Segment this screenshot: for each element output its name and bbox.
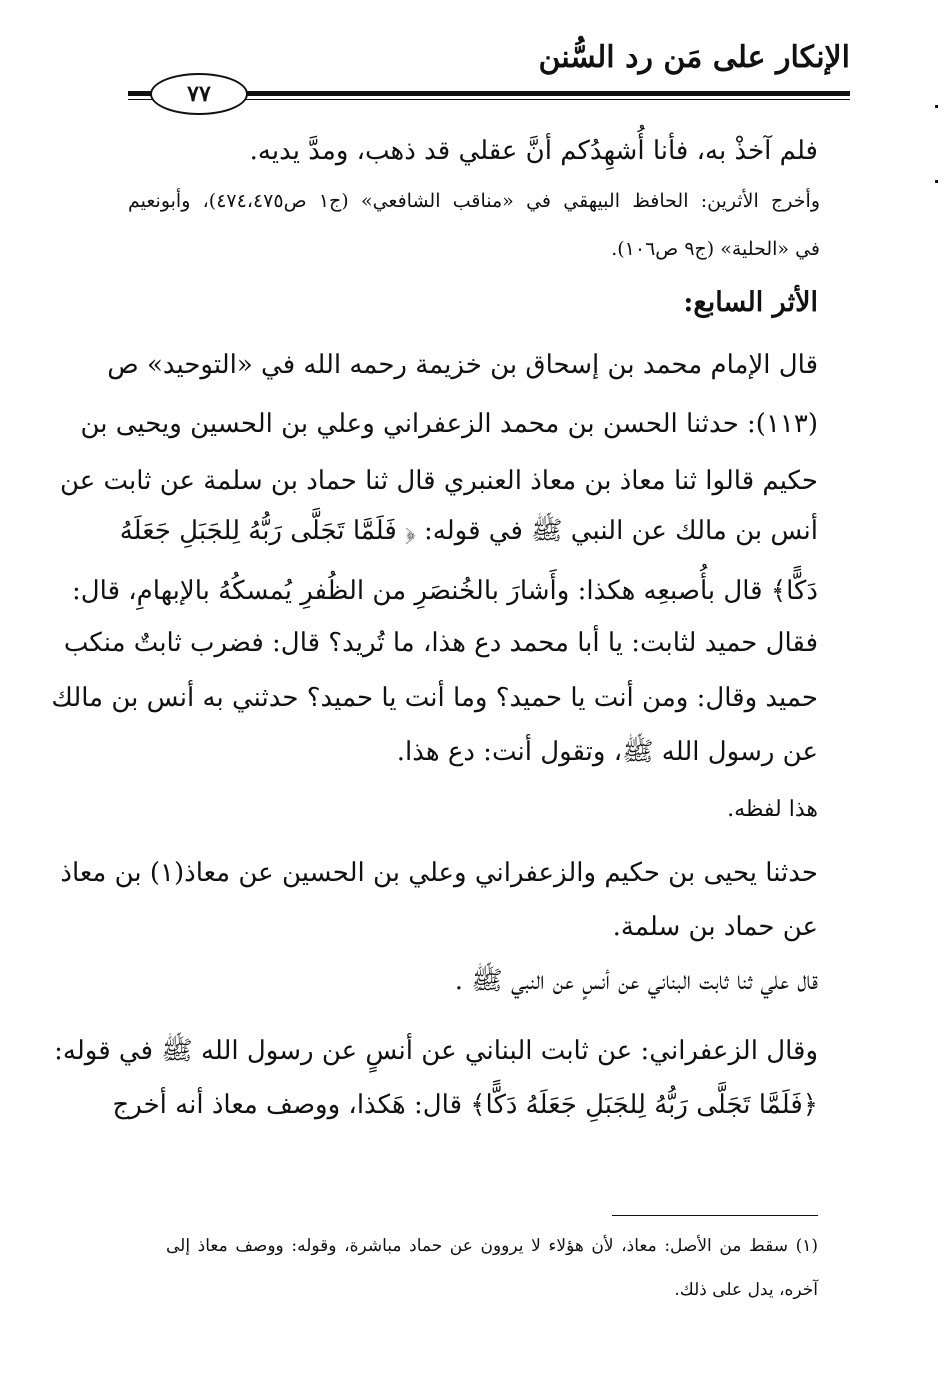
body-line: حميد وقال: ومن أنت يا حميد؟ وما أنت يا حميد؟ حدثني به أنس بن مالك [51,683,818,713]
body-line: فلم آخذْ به، فأنا أُشهِدُكم أنَّ عقلي قد ذهب، ومدَّ يديه. [249,136,818,166]
body-line: دَكًّا﴾ قال بأُصبعِه هكذا: وأَشارَ بالخُنصَرِ من الظُفرِ يُمسكُهُ بالإبهامِ، قال: [72,576,818,606]
body-line: ﴿فَلَمَّا تَجَلَّى رَبُّهُ لِلجَبَلِ جَعَلَهُ دَكًّا﴾ قال: هَكذا، ووصف معاذ أنه أخرج [112,1090,818,1120]
section-heading: الأثر السابع: [683,287,818,318]
body-line: فقال حميد لثابت: يا أبا محمد دع هذا، ما تُريد؟ قال: فضرب ثابتٌ منكب [63,628,818,658]
body-line: عن رسول الله ﷺ، وتقول أنت: دع هذا. [396,737,818,767]
body-line: حكيم قالوا ثنا معاذ بن معاذ العنبري قال ثنا حماد بن سلمة عن ثابت عن [59,466,818,496]
footnote-rule [612,1215,818,1216]
footnote-line: (١) سقط من الأصل: معاذ، لأن هؤلاء لا يروون عن حماد مباشرة، وقوله: ووصف معاذ إلى [166,1236,818,1256]
page-number: ٧٧ [187,81,211,107]
body-line: أنس بن مالك عن النبي ﷺ في قوله: ﴿ فَلَمَّا تَجَلَّى رَبُّهُ لِلجَبَلِ جَعَلَهُ [119,516,818,546]
body-line: وقال الزعفراني: عن ثابت البناني عن أنسٍ عن رسول الله ﷺ في قوله: [54,1036,818,1066]
body-line: قال الإمام محمد بن إسحاق بن خزيمة رحمه الله في «التوحيد» ص [107,350,818,380]
page-number-badge [150,73,248,115]
footnote-line: آخره، يدل على ذلك. [674,1280,818,1300]
body-line: حدثنا يحيى بن حكيم والزعفراني وعلي بن الحسين عن معاذ(١) بن معاذ [60,858,818,888]
citation-line: وأخرج الأثرين: الحافظ البيهقي في «مناقب الشافعي» (ج١ ص٤٧٤،٤٧٥)، وأبونعيم [128,190,820,212]
body-line: (١١٣): حدثنا الحسن بن محمد الزعفراني وعلي بن الحسين ويحيى بن [80,409,818,439]
running-title: الإنكار على مَن رد السُّنن [538,40,850,75]
body-line: قال علي ثنا ثابت البناني عن أنسٍ عن النبي ﷺ . [454,966,818,996]
margin-mark [935,105,938,108]
body-line: عن حماد بن سلمة. [612,912,818,942]
margin-mark [935,180,938,183]
citation-line: في «الحلية» (ج٩ ص١٠٦). [611,238,820,260]
body-line: هذا لفظه. [727,797,818,822]
